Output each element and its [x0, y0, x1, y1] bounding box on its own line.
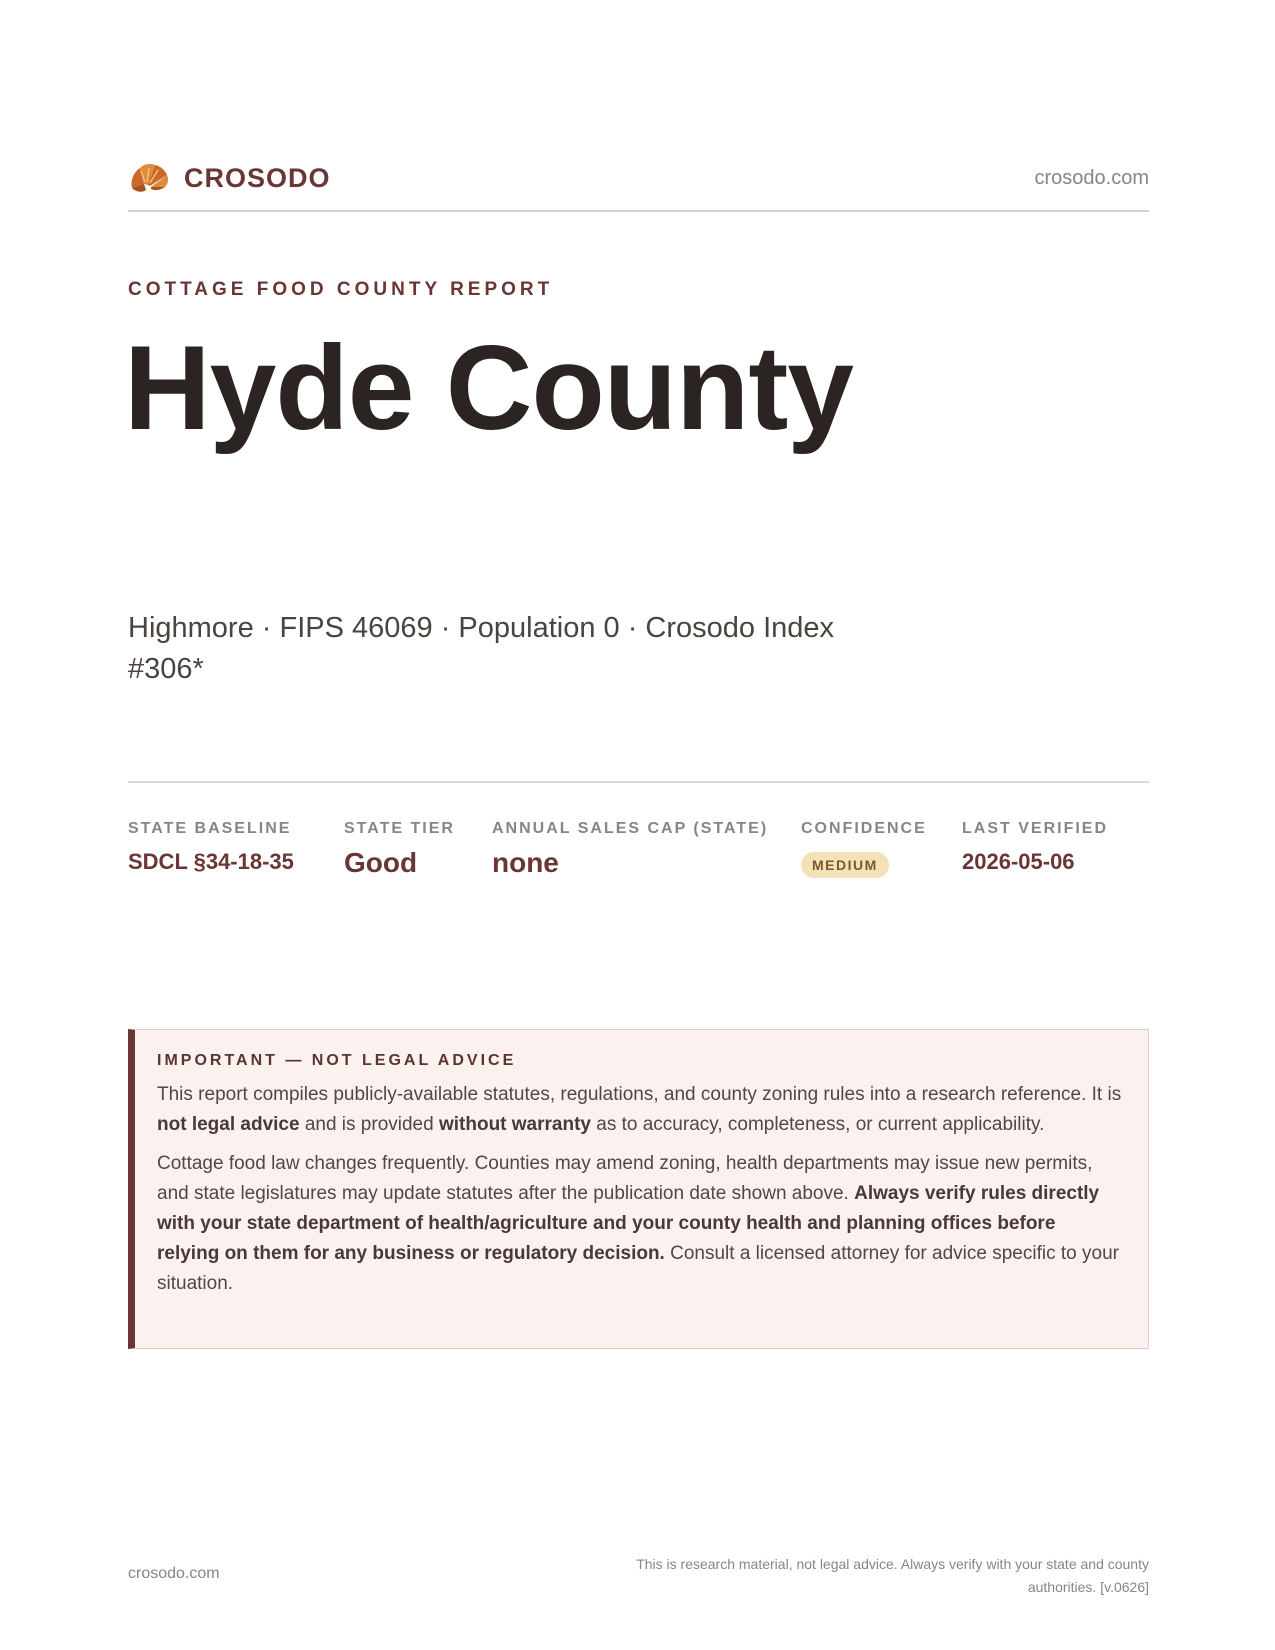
stat-label: CONFIDENCE	[801, 820, 927, 837]
stat-annual-sales-cap	[492, 820, 768, 879]
footer-url-link[interactable]: crosodo.com	[128, 1565, 220, 1582]
county-subtitle: Highmore · FIPS 46069 · Population 0 · Crosodo Index #306*	[128, 612, 835, 685]
section-divider	[128, 781, 1149, 783]
notice-paragraph	[157, 1149, 1122, 1299]
croissant-icon	[128, 158, 170, 198]
notice-text: Cottage food law changes frequently. Counties may amend zoning, health departments may issue new permits, and state legislatures may update statutes after the publication date shown above.	[157, 1153, 1093, 1204]
stat-label: LAST VERIFIED	[962, 820, 1109, 837]
notice-text: This report compiles publicly-available statutes, regulations, and county zoning rules into a research reference. It is	[157, 1084, 1122, 1105]
report-eyebrow: COTTAGE FOOD COUNTY REPORT	[128, 279, 554, 300]
brand[interactable]	[128, 158, 331, 198]
stat-value: 2026-05-06	[962, 849, 1075, 874]
notice-emphasis: without warranty	[438, 1114, 591, 1135]
stat-last-verified	[962, 820, 1108, 875]
stat-value: SDCL §34-18-35	[128, 849, 294, 874]
notice-text: Consult a licensed attorney for advice specific to your situation.	[157, 1243, 1119, 1294]
notice-heading: IMPORTANT — NOT LEGAL ADVICE	[157, 1052, 517, 1069]
page-title: Hyde County	[124, 321, 854, 455]
stat-label: STATE BASELINE	[128, 820, 292, 837]
stat-label: STATE TIER	[344, 820, 455, 837]
stat-state-tier	[344, 820, 455, 879]
notice-emphasis: Always verify rules directly with your state department of health/agriculture and your county health and planning offices before relying on them for any business or regulatory decision.	[157, 1183, 1100, 1264]
notice-emphasis: not legal advice	[157, 1114, 300, 1135]
notice-text: and is provided	[299, 1114, 439, 1135]
legal-notice	[128, 1029, 1149, 1349]
stat-value: Good	[344, 847, 418, 878]
page-header	[128, 158, 1149, 204]
brand-name: CROSODO	[184, 162, 331, 193]
confidence-badge: MEDIUM	[801, 852, 889, 878]
stat-state-baseline	[128, 820, 294, 875]
stat-confidence	[801, 820, 927, 878]
notice-text: as to accuracy, completeness, or current applicability.	[590, 1114, 1045, 1135]
site-url-link[interactable]: crosodo.com	[1034, 167, 1149, 189]
report-page	[124, 0, 1149, 1650]
footer-disclaimer: This is research material, not legal advice. Always verify with your state and county authorities. [v.0626]	[636, 1556, 1149, 1595]
stat-value: none	[492, 847, 559, 878]
header-divider	[128, 210, 1149, 212]
stat-label: ANNUAL SALES CAP (STATE)	[492, 820, 769, 837]
notice-paragraph	[157, 1080, 1122, 1140]
